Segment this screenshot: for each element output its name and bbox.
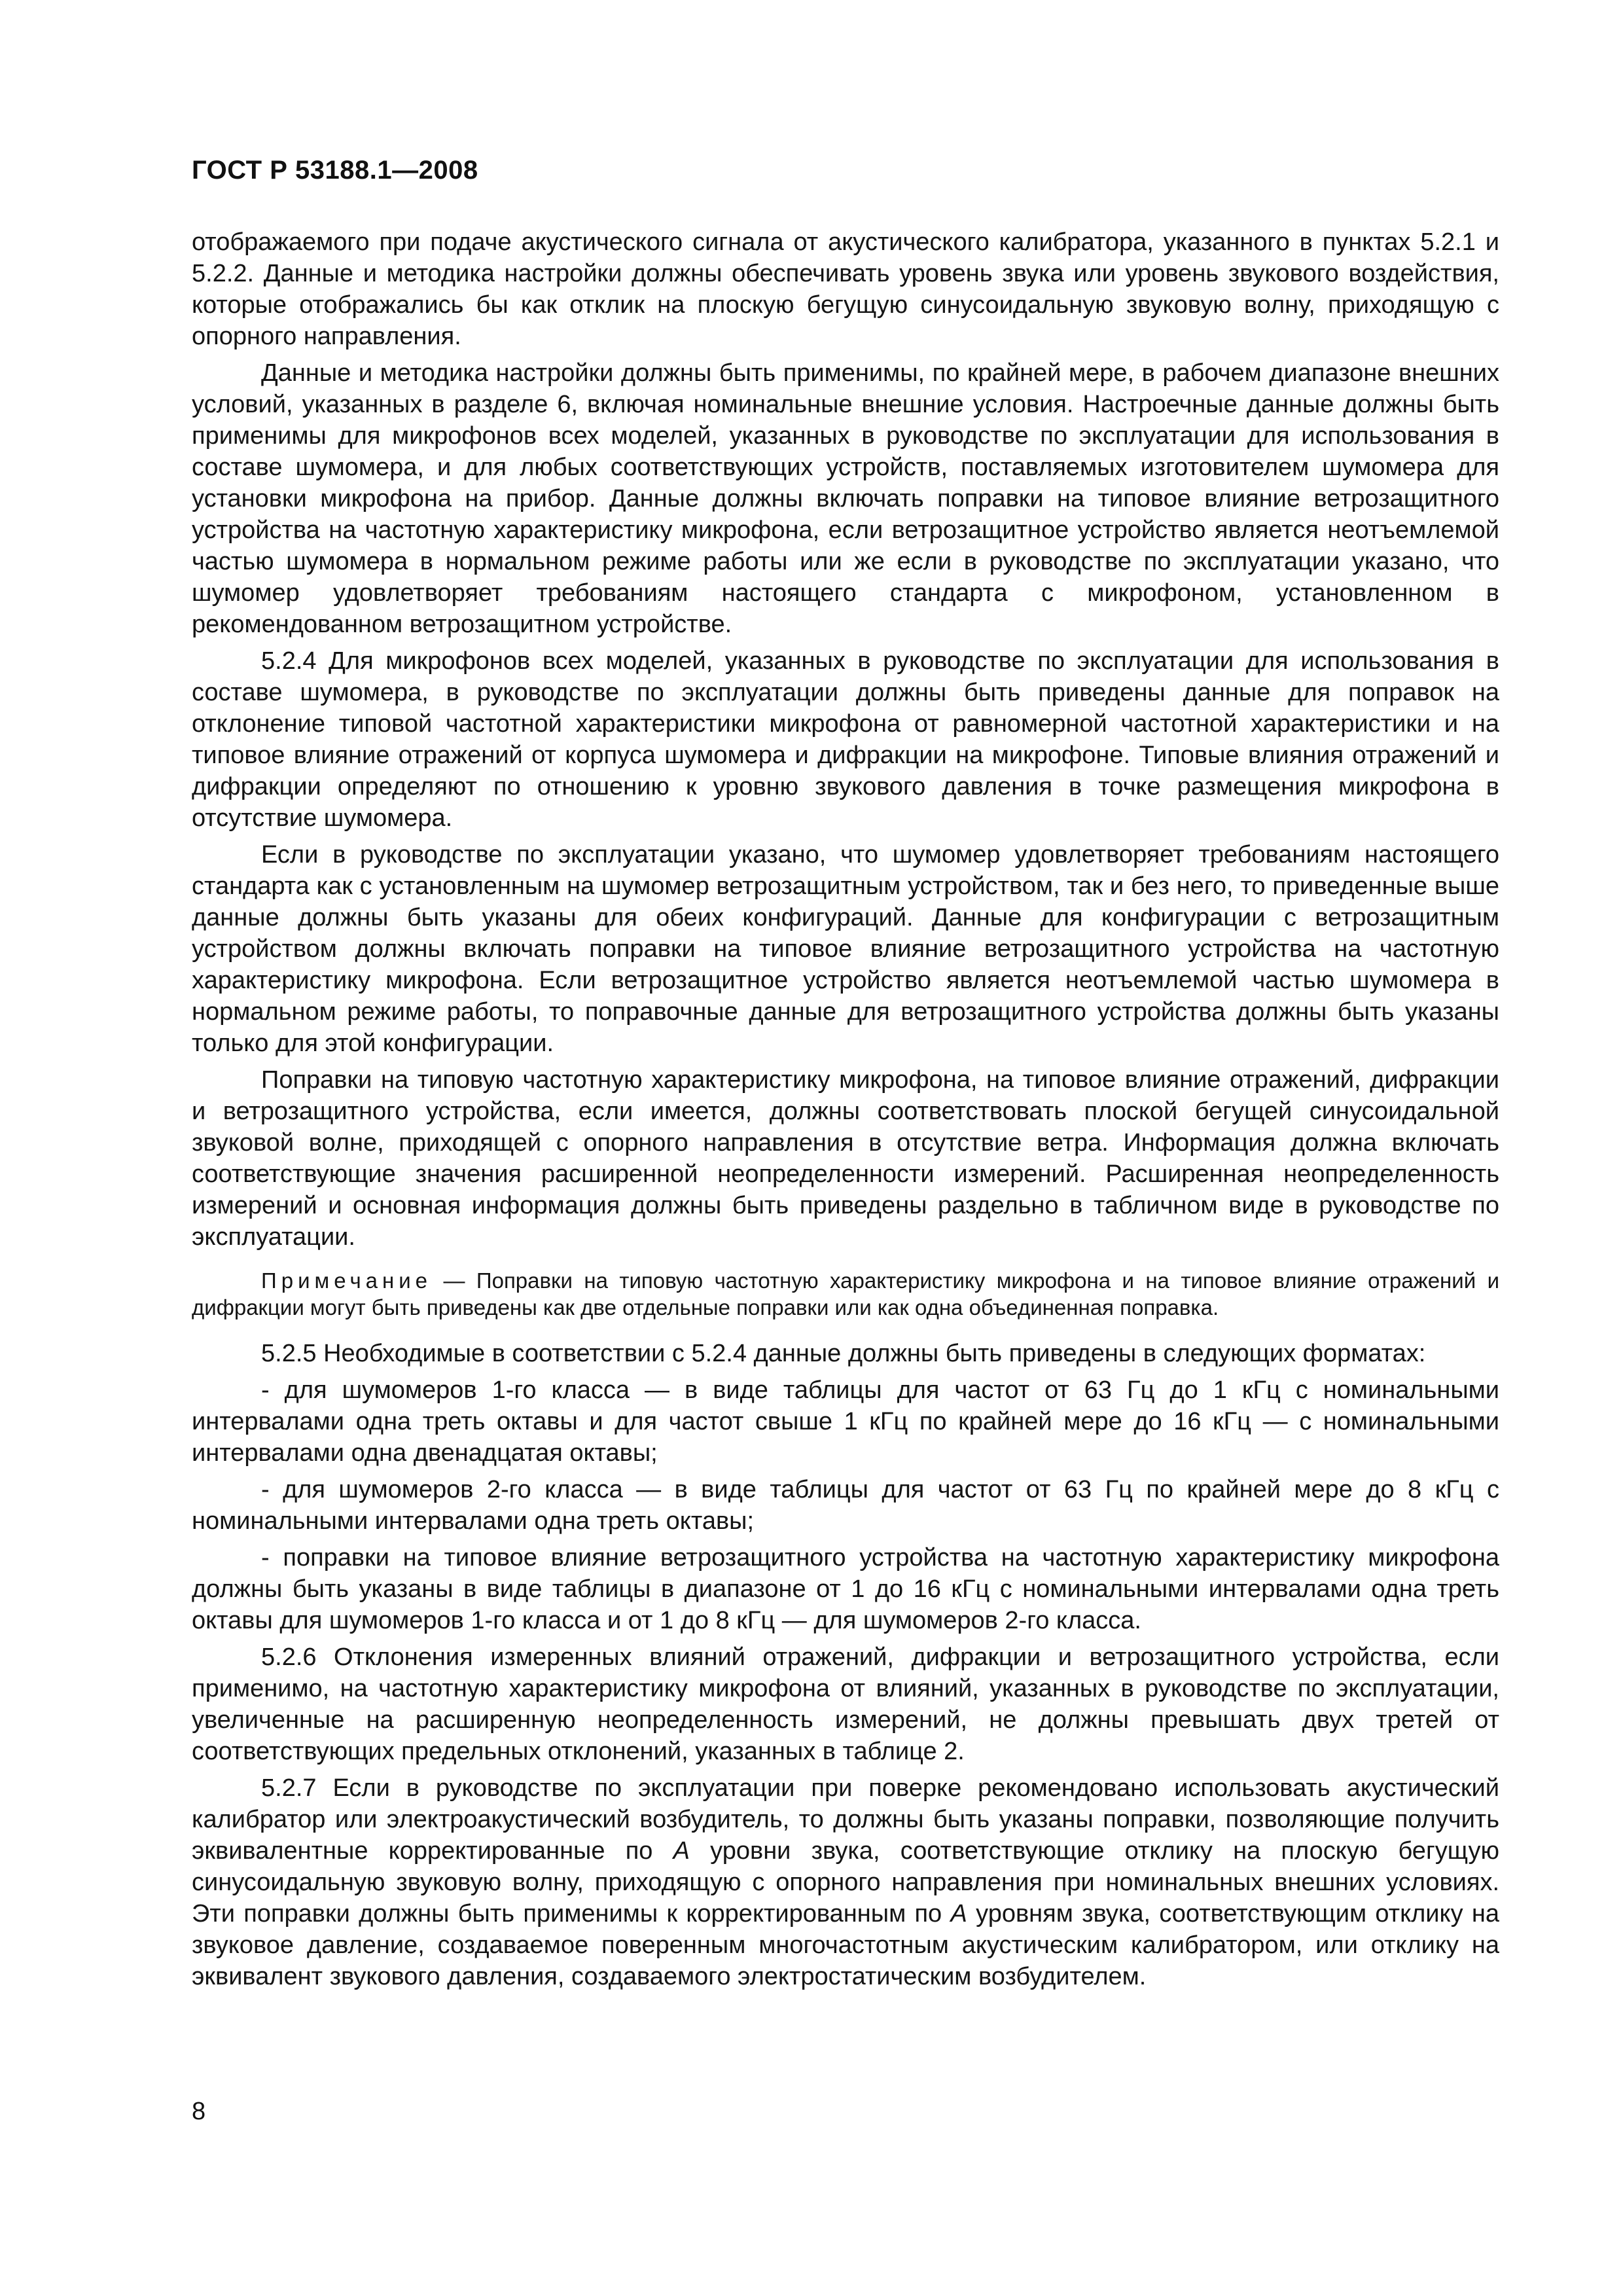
document-header: ГОСТ Р 53188.1—2008 — [192, 156, 478, 185]
list-item-class-1: - для шумомеров 1-го класса — в виде таблицы для частот от 63 Гц до 1 кГц с номинальными интервалами одна треть октавы и для частот свыше 1 кГц по крайней мере до 16 кГц — с номинальными интервалами одна двенадцатая октавы; — [192, 1376, 1499, 1467]
note — [192, 1267, 1499, 1321]
paragraph-5-2-7-part-1: 5.2.7 Если в руководстве по эксплуатации при поверке рекомендовано использовать акустический калибратор или электроакустический возбудитель, то должны быть указаны поправки, позволяющие получить эквивалентные корректированные по — [192, 1774, 1499, 1865]
list-item-class-2: - для шумомеров 2-го класса — в виде таблицы для частот от 63 Гц по крайней мере до 8 кГц с номинальными интервалами одна треть октавы; — [192, 1476, 1499, 1535]
weighting-a: A — [950, 1900, 967, 1928]
paragraph-5-2-6: 5.2.6 Отклонения измеренных влияний отражений, дифракции и ветрозащитного устройства, если применимо, на частотную характеристику микрофона от влияний, указанных в руководстве по эксплуатации, увеличенные на расширенную неопределенность измерений, не должны превышать двух третей от соответствующих предельных отклонений, указанных в таблице 2. — [192, 1643, 1499, 1765]
paragraph-5-2-5: 5.2.5 Необходимые в соответствии с 5.2.4 данные должны быть приведены в следующих форматах: — [261, 1340, 1426, 1367]
note-label: Примечание — [261, 1268, 433, 1293]
paragraph-5-2-4: 5.2.4 Для микрофонов всех моделей, указанных в руководстве по эксплуатации для использования в составе шумомера, в руководстве по эксплуатации должны быть приведены данные для поправок на отклонение типовой частотной характеристики микрофона от равномерной частотной характеристики и на типовое влияние отражений от корпуса шумомера и дифракции на микрофоне. Типовые влияния отражений и дифракции определяют по отношению к уровню звукового давления в точке размещения микрофона в отсутствие шумомера. — [192, 647, 1499, 832]
note-text: — Поправки на типовую частотную характеристику микрофона и на типовое влияние отражений и дифракции могут быть приведены как две отдельные поправки или как одна объединенная поправка. — [192, 1268, 1499, 1319]
paragraph-5-2-7 — [192, 1772, 1499, 1992]
weighting-a: A — [673, 1837, 690, 1865]
paragraph-corrections: Поправки на типовую частотную характеристику микрофона, на типовое влияние отражений, дифракции и ветрозащитного устройства, если имеется, должны соответствовать плоской бегущей синусоидальной звуковой волне, приходящей с опорного направления в отсутствие ветра. Информация должна включать соответствующие значения расширенной неопределенности измерений. Расширенная неопределенность измерений и основная информация должны быть приведены раздельно в табличном виде в руководстве по эксплуатации. — [192, 1066, 1499, 1251]
paragraph-windscreen-config: Если в руководстве по эксплуатации указано, что шумомер удовлетворяет требованиям настоящего стандарта как с установленным на шумомер ветрозащитным устройством, так и без него, то приведенные выше данные должны быть указаны для обеих конфигураций. Данные для конфигурации с ветрозащитным устройством должны включать поправки на типовое влияние ветрозащитного устройства на частотную характеристику микрофона. Если ветрозащитное устройство является неотъемлемой частью шумомера в нормальном режиме работы, то поправочные данные для ветрозащитного устройства должны быть указаны только для этой конфигурации. — [192, 841, 1499, 1057]
list-item-windscreen: - поправки на типовое влияние ветрозащитного устройства на частотную характеристику микрофона должны быть указаны в виде таблицы в диапазоне от 1 до 16 кГц с номинальными интервалами одна треть октавы для шумомеров 1-го класса и от 1 до 8 кГц — для шумомеров 2-го класса. — [192, 1544, 1499, 1634]
paragraph-5-2-7-part-2: уровни звука, соответствующие отклику на плоскую бегущую синусоидальную звуковую волну, приходящую с опорного направления при номинальных внешних условиях. Эти поправки должны быть применимы к корректированным по — [192, 1837, 1499, 1928]
page-number: 8 — [192, 2098, 206, 2125]
paragraph-5-2-7-part-3: уровням звука, соответствующим отклику на звуковое давление, создаваемое поверенным многочастотным акустическим калибратором, или отклику на эквивалент звукового давления, создаваемого электростатическим возбудителем. — [192, 1900, 1499, 1990]
document-body — [192, 226, 1499, 1998]
paragraph-setup-data: Данные и методика настройки должны быть применимы, по крайней мере, в рабочем диапазоне внешних условий, указанных в разделе 6, включая номинальные внешние условия. Настроечные данные должны быть применимы для микрофонов всех моделей, указанных в руководстве по эксплуатации для использования в составе шумомера, и для любых соответствующих устройств, поставляемых изготовителем шумомера для установки микрофона на прибор. Данные должны включать поправки на типовое влияние ветрозащитного устройства на частотную характеристику микрофона, если ветрозащитное устройство является неотъемлемой частью шумомера в нормальном режиме работы или же если в руководстве по эксплуатации указано, что шумомер удовлетворяет требованиям настоящего стандарта с микрофоном, установленном в рекомендованном ветрозащитном устройстве. — [192, 359, 1499, 638]
paragraph-continuation: отображаемого при подаче акустического сигнала от акустического калибратора, указанного в пунктах 5.2.1 и 5.2.2. Данные и методика настройки должны обеспечивать уровень звука или уровень звукового воздействия, которые отображались бы как отклик на плоскую бегущую синусоидальную звуковую волну, приходящую с опорного направления. — [192, 228, 1499, 350]
